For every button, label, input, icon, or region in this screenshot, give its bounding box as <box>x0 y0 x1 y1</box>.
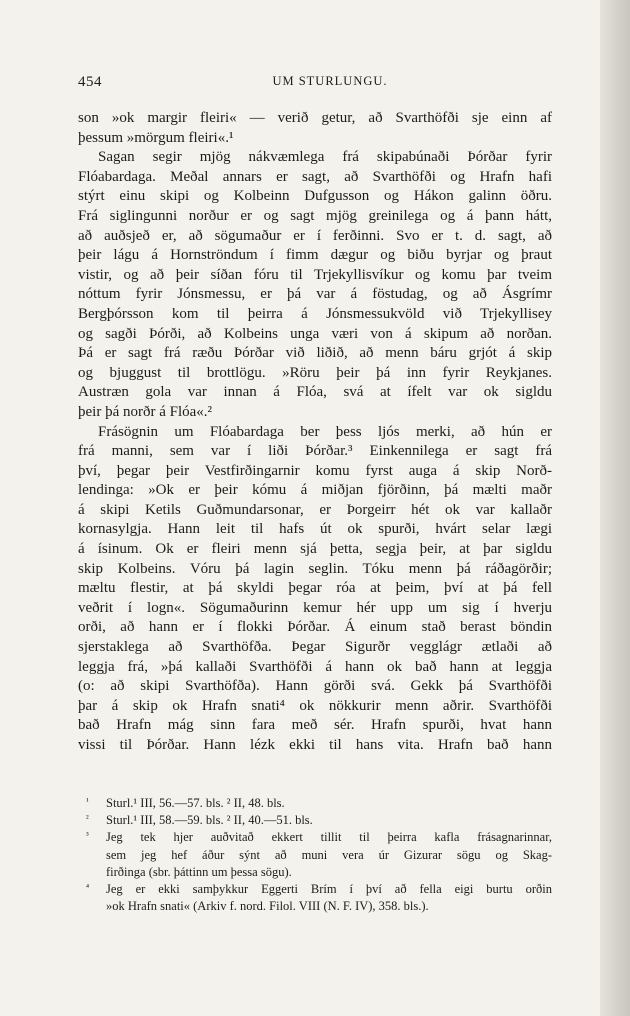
text-line: orði, að hann er í flokki Þórðar. Á einum stað berast böndin <box>78 619 552 636</box>
page-header <box>78 72 552 96</box>
footnote <box>78 881 552 915</box>
footnote <box>78 812 552 829</box>
text-line: vistir, og að þeir síðan fóru til Trjekyllisvíkur og komu þar tveim <box>78 266 552 283</box>
text-line: vissi til Þórðar. Hann lézk ekki til hans vita. Hrafn bað hann <box>78 737 552 753</box>
footnote <box>78 795 552 812</box>
text-line: bað Hrafn mág sinn fara með sér. Hrafn spurði, hvat hann <box>78 717 552 734</box>
text-line: þessum »mörgum fleiri«.¹ <box>78 129 234 146</box>
text-line: leggja frá, »þá kallaði Svarthöfði á hann ok bað hann at leggja <box>78 658 552 675</box>
text-line: sjerstaklega að Svarthöfða. Þegar Sigurðr vegglágr ætlaði að <box>78 639 552 656</box>
footnotes <box>78 795 552 915</box>
text-line: mæltu flestir, at þá skyldi þegar róa at þeim, því at þá fell <box>78 580 552 597</box>
footnote-mark: ³ <box>86 830 89 841</box>
footnote-mark: ⁴ <box>86 882 90 893</box>
text-line: frá manni, sem var í liði Þórðar.³ Einkennilega er sagt frá <box>78 443 552 460</box>
footnote-mark: ² <box>86 813 89 824</box>
text-line: og sagði Þórði, að Kolbeins unga væri von á skipum að norðan. <box>78 325 552 342</box>
text-line: Þá er sagt frá ræðu Þórðar við liðið, að menn báru grjót á skip <box>78 345 552 362</box>
text-line: (o: að skipi Svarthöfða). Hann görði svá. Gekk þá Svarthöfði <box>78 678 552 695</box>
text-line: þar á skip ok Hrafn snati⁴ ok nökkurir menn aðrir. Svarthöfði <box>78 697 552 714</box>
text-line: Bergþórsson kom til þeirra á Jónsmessukvöld við Trjekyllisey <box>78 305 552 322</box>
footnote <box>78 829 552 881</box>
footnote-line: Jeg er ekki samþykkur Eggerti Brím í því að fella eigi burtu orðin <box>106 882 552 897</box>
text-line: Frásögnin um Flóabardaga ber þess ljós merki, að hún er <box>98 423 552 440</box>
text-line: og bjuggust til brottlögu. »Röru þeir þá inn fyrir Reykjanes. <box>78 364 552 381</box>
text-line: þeir þá norðr á Flóa«.² <box>78 403 213 420</box>
text-line: lendinga: »Ok er þeir kómu á miðjan fjörðinn, þá mælti maðr <box>78 482 552 499</box>
body-text <box>78 109 552 756</box>
footnote-line: Sturl.¹ III, 58.—59. bls. ² II, 40.—51. bls. <box>106 813 313 828</box>
text-line: þeir lágu á Hornströndum í fimm dægur og biðu byrjar og þraut <box>78 247 552 264</box>
text-line: á ísinum. Ok er fleiri menn sjá þetta, segja þeir, at þar sigldu <box>78 541 552 558</box>
page-number: 454 <box>78 74 102 90</box>
next-page-edge <box>600 0 630 1016</box>
footnote-line: »ok Hrafn snati« (Arkiv f. nord. Filol. VIII (N. F. IV), 358. bls.). <box>106 899 429 914</box>
running-head: UM STURLUNGU. <box>272 74 388 88</box>
footnote-rule <box>78 786 238 787</box>
text-line: skip Kolbeins. Vóru þá lagin seglin. Tóku menn þá ráðagörðir; <box>78 560 552 577</box>
text-line: Flóabardaga. Meðal annars er sagt, að Svarthöfði og Hrafn hafi <box>78 168 552 185</box>
text-line: Frá siglingunni norður er og sagt mjög greinilega og á þann hátt, <box>78 207 552 224</box>
footnote-line: Sturl.¹ III, 56.—57. bls. ² II, 48. bls. <box>106 796 285 810</box>
text-line: stýrt einu skipi og Kolbeinn Dufgusson og Hákon galinn öðru. <box>78 188 552 205</box>
text-line: nóttum fyrir Jónsmessu, er þá var á föstudag, og að Ásgrímr <box>78 286 552 303</box>
text-line: að auðsjeð er, að sögumaður er í ferðinni. Svo er t. d. sagt, að <box>78 227 552 244</box>
footnote-line: Jeg tek hjer auðvitað ekkert tillit til þeirra kafla frásagnarinnar, <box>106 830 552 845</box>
footnote-line: sem jeg hef áður sýnt að muni vera úr Gizurar sögu og Skag- <box>106 847 552 862</box>
footnote-mark: ¹ <box>86 796 89 806</box>
text-line: því, þegar þeir Vestfirðingarnir komu fyrst auga á skip Norð- <box>78 462 552 479</box>
text-line: veðrit í logn«. Sögumaðurinn kemur hér upp um sig í hverju <box>78 599 552 616</box>
footnote-line: firðinga (sbr. þáttinn um þessa sögu). <box>106 864 292 879</box>
text-line: son »ok margir fleiri« — verið getur, að Svarthöfði sje einn af <box>78 110 552 126</box>
text-line: á skipi Ketils Guðmundarsonar, er Þorgeirr hét ok var kallaðr <box>78 501 552 518</box>
text-line: kornasylgja. Hann leit til hafs út ok spurði, hvárt selar lægi <box>78 521 552 538</box>
text-line: Austræn gola var innan á Flóa, svá at ífelt var ok sigldu <box>78 384 552 401</box>
text-line: Sagan segir mjög nákvæmlega frá skipabúnaði Þórðar fyrir <box>98 149 552 166</box>
